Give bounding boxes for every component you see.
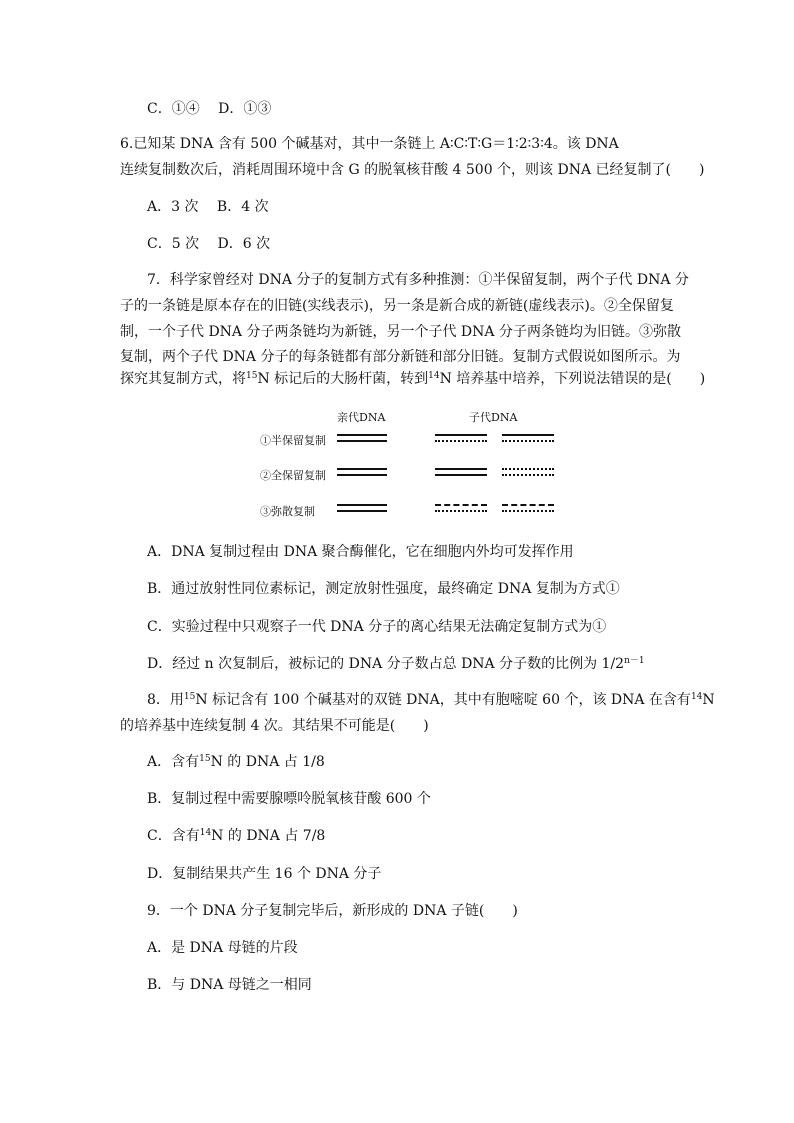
parent-strand-old-1 bbox=[337, 434, 387, 436]
q8-stem-line1 bbox=[147, 690, 715, 710]
q7-option-d bbox=[147, 654, 645, 674]
q5-options-cd: C．①④ D．①③ bbox=[147, 101, 272, 117]
q8-stem-line1-part3: N bbox=[702, 692, 715, 708]
q9-option-b: B．与 DNA 母链之一相同 bbox=[147, 977, 312, 993]
q9-option-a: A．是 DNA 母链的片段 bbox=[147, 940, 298, 956]
q7-option-b: B．通过放射性同位素标记，测定放射性强度，最终确定 DNA 复制为方式① bbox=[147, 581, 620, 597]
child1-strand-old bbox=[435, 434, 487, 436]
q6-options-ab: A．3 次 B．4 次 bbox=[147, 199, 269, 215]
parent-strand-old-2 bbox=[337, 510, 387, 512]
q6-stem-line2: 连续复制数次后，消耗周围环境中含 G 的脱氧核苷酸 4 500 个，则该 DNA 已经复制了( ) bbox=[120, 162, 705, 178]
row-label-semiconservative: ①半保留复制 bbox=[260, 434, 326, 447]
row-label-conservative: ②全保留复制 bbox=[260, 469, 326, 482]
child2-strand-new bbox=[502, 468, 554, 470]
q8-option-a bbox=[147, 752, 325, 772]
q8-option-b: B．复制过程中需要腺嘌呤脱氧核苷酸 600 个 bbox=[147, 791, 431, 807]
q7-stem-line1: 7．科学家曾经对 DNA 分子的复制方式有多种推测：①半保留复制，两个子代 DNA 分 bbox=[147, 272, 689, 288]
q8-option-d: D．复制结果共产生 16 个 DNA 分子 bbox=[147, 866, 382, 882]
child1-strand-mixed bbox=[435, 504, 487, 506]
q6-options-cd: C．5 次 D．6 次 bbox=[147, 236, 271, 252]
parent-strand-old-1 bbox=[337, 468, 387, 470]
superscript-15: 15 bbox=[246, 371, 258, 381]
q7-stem-line2: 子的一条链是原本存在的旧链(实线表示)，另一条是新合成的新链(虚线表示)。②全保留复 bbox=[120, 298, 674, 314]
col-header-parent-dna: 亲代DNA bbox=[337, 411, 386, 424]
q7-stem-line4: 复制，两个子代 DNA 分子的每条链都有部分新链和部分旧链。复制方式假说如图所示。为 bbox=[120, 349, 681, 365]
dna-replication-figure bbox=[255, 405, 565, 520]
q7-option-d-text: D．经过 n 次复制后，被标记的 DNA 分子数占总 DNA 分子数的比例为 1/2 bbox=[147, 656, 625, 672]
superscript-n-minus-1: n－1 bbox=[624, 656, 645, 666]
parent-strand-old-1 bbox=[337, 504, 387, 506]
child2-strand-mixed bbox=[502, 504, 554, 506]
child2-strand-old bbox=[502, 434, 554, 436]
q8-option-c-part2: N 的 DNA 占 7/8 bbox=[211, 828, 326, 844]
q8-option-a-part1: A．含有 bbox=[147, 754, 200, 770]
superscript-14: 14 bbox=[690, 692, 703, 702]
q7-stem-line5-part3: N 培养基中培养，下列说法错误的是( ) bbox=[439, 371, 706, 387]
superscript-15: 15 bbox=[183, 692, 196, 702]
child1-strand-old bbox=[435, 468, 487, 470]
q6-stem-line1: 6.已知某 DNA 含有 500 个碱基对，其中一条链上 A∶C∶T∶G＝1∶2∶3∶4。该 DNA bbox=[120, 136, 619, 152]
col-header-child-dna: 子代DNA bbox=[469, 411, 518, 424]
q8-option-c bbox=[147, 826, 325, 846]
child2-strand-mixed bbox=[502, 510, 554, 512]
child2-strand-new bbox=[502, 474, 554, 476]
q7-stem-line5 bbox=[120, 369, 705, 389]
child2-strand-new bbox=[502, 440, 554, 442]
q8-option-c-part1: C．含有 bbox=[147, 828, 200, 844]
row-label-dispersive: ③弥散复制 bbox=[260, 505, 315, 518]
child1-strand-mixed bbox=[435, 510, 487, 512]
q7-stem-line5-part1: 探究其复制方式，将 bbox=[120, 371, 246, 387]
q8-stem-line2: 的培养基中连续复制 4 次。其结果不可能是( ) bbox=[120, 718, 429, 734]
child1-strand-new bbox=[435, 440, 487, 442]
q7-option-c: C．实验过程中只观察子一代 DNA 分子的离心结果无法确定复制方式为① bbox=[147, 619, 607, 635]
q9-stem: 9．一个 DNA 分子复制完毕后，新形成的 DNA 子链( ) bbox=[147, 903, 518, 919]
q8-stem-line1-part1: 8．用 bbox=[147, 692, 184, 708]
q8-stem-line1-part2: N 标记含有 100 个碱基对的双链 DNA，其中有胞嘧啶 60 个，该 DNA 在含有 bbox=[195, 692, 691, 708]
superscript-15: 15 bbox=[199, 754, 211, 764]
child1-strand-old bbox=[435, 474, 487, 476]
superscript-14: 14 bbox=[428, 371, 440, 381]
q8-option-a-part2: N 的 DNA 占 1/8 bbox=[210, 754, 325, 770]
q7-stem-line5-part2: N 标记后的大肠杆菌，转到 bbox=[257, 371, 429, 387]
q7-stem-line3: 制，一个子代 DNA 分子两条链均为新链，另一个子代 DNA 分子两条链均为旧链。③弥散 bbox=[120, 324, 681, 340]
q7-option-a: A．DNA 复制过程由 DNA 聚合酶催化，它在细胞内外均可发挥作用 bbox=[147, 544, 574, 560]
parent-strand-old-2 bbox=[337, 440, 387, 442]
superscript-14: 14 bbox=[199, 828, 212, 838]
parent-strand-old-2 bbox=[337, 474, 387, 476]
